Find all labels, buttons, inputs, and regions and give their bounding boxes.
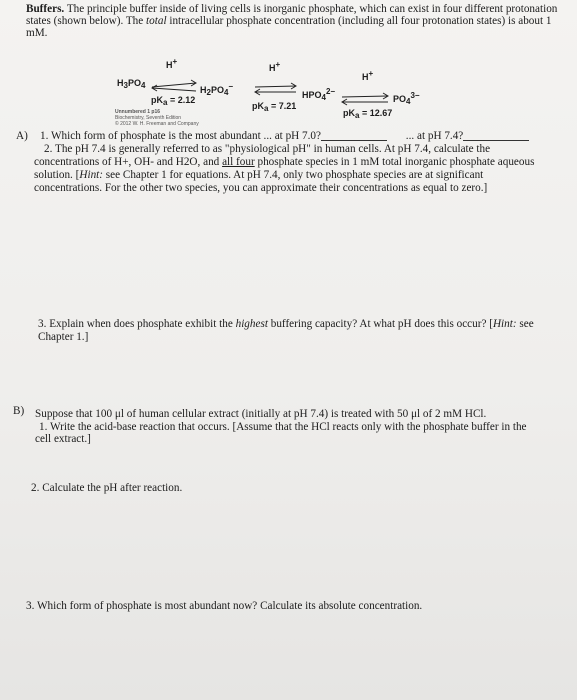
a-q3-line-2: Chapter 1.] [38, 331, 89, 343]
h-charge-2: + [275, 60, 281, 69]
part-a-label: A) [16, 130, 28, 142]
intro-text-2: states (shown below). The [26, 15, 147, 27]
figure-credit-3: © 2012 W. H. Freeman and Company [115, 121, 199, 127]
intro-title: Buffers. [26, 3, 65, 15]
species-hpo4: HPO42− [302, 87, 336, 102]
species-h2po4: H2PO4− [200, 82, 234, 97]
pka-2-value: 7.21 [278, 101, 297, 111]
part-b-label: B) [13, 405, 25, 417]
h-plus-3 [362, 69, 373, 82]
a-q2-line-4: concentrations. For the other two species, you can approximate their concentrations as equal to zero.] [34, 182, 488, 194]
b-q1-line-1 [39, 421, 527, 434]
a-q2-line-1 [44, 143, 490, 156]
b-q3: 3. Which form of phosphate is most abundant now? Calculate its absolute concentration. [26, 600, 423, 612]
intro-text-1: The principle buffer inside of living cells is inorganic phosphate, which can exist in four different protonation [66, 3, 558, 15]
pka-1-value: 2.12 [177, 95, 196, 105]
pk-sub-3: a [355, 111, 360, 120]
b-q2: 2. Calculate the pH after reaction. [31, 482, 183, 494]
pka-3: pKa = 12.67 [343, 108, 393, 120]
a-q3-text-1: Explain when does phosphate exhibit the highest buffering capacity? At what pH does this occur? [Hint: see [49, 318, 534, 330]
b-q1-text-1: Write the acid-base reaction that occurs. [Assume that the HCl reacts only with the phosphate buffer in the [50, 421, 527, 433]
pk-prefix-1: pK [151, 95, 163, 105]
a-q3-num: 3. [38, 318, 47, 330]
a-q2-num: 2. [44, 143, 53, 155]
species-po4: PO43− [393, 91, 420, 106]
a-q1-text: Which form of phosphate is the most abundant ... at pH 7.0? [51, 130, 321, 142]
b-intro: Suppose that 100 μl of human cellular extract (initially at pH 7.4) is treated with 50 μl of 2 mM HCl. [35, 408, 487, 420]
a-q1 [40, 130, 529, 143]
a-q2-text-1: The pH 7.4 is generally referred to as "physiological pH" in human cells. At pH 7.4, calculate the [55, 143, 491, 155]
h-2: H [269, 63, 276, 73]
equilibrium-arrows [0, 0, 577, 140]
figure-credit-2: Biochemistry, Seventh Edition [115, 115, 182, 121]
a-q1-num: 1. [40, 130, 49, 142]
h-charge-3: + [368, 69, 374, 78]
pka-1: pKa = 2.12 [151, 95, 196, 107]
h-plus-2 [269, 60, 280, 73]
h-charge-1: + [172, 57, 178, 66]
intro-total: total [146, 15, 167, 27]
pk-sub-1: a [163, 98, 168, 107]
pk-sub-2: a [264, 104, 269, 113]
pka-2: pKa = 7.21 [252, 101, 297, 113]
pk-prefix-2: pK [252, 101, 264, 111]
b-q1-line-2: cell extract.] [35, 433, 91, 445]
a-q2-line-3: solution. [Hint: see Chapter 1 for equations. At pH 7.4, only two phosphate species are at significant [34, 169, 484, 181]
answer-blank-ph7[interactable] [321, 130, 387, 141]
b-q1-num: 1. [39, 421, 48, 433]
a-q2-line-2: concentrations of H+, OH- and H2O, and all four phosphate species in 1 mM total inorganic phosphate aqueous [34, 156, 535, 168]
intro-text-2b: intracellular phosphate concentration (including all four protonation states) is about 1 [166, 15, 552, 27]
a-q1-text-b: ... at pH 7.4? [405, 130, 464, 142]
species-h3po4: H3PO4 [117, 78, 146, 90]
intro-line-3: mM. [26, 27, 48, 39]
pk-prefix-3: pK [343, 108, 355, 118]
h-3: H [362, 72, 369, 82]
answer-blank-ph74[interactable] [463, 130, 529, 141]
h-plus-1 [166, 57, 177, 70]
h-1: H [166, 60, 173, 70]
figure-credit-1: Unnumbered 1 p16 [115, 109, 161, 115]
a-q3-line-1 [38, 318, 534, 331]
pka-3-value: 12.67 [369, 108, 393, 118]
